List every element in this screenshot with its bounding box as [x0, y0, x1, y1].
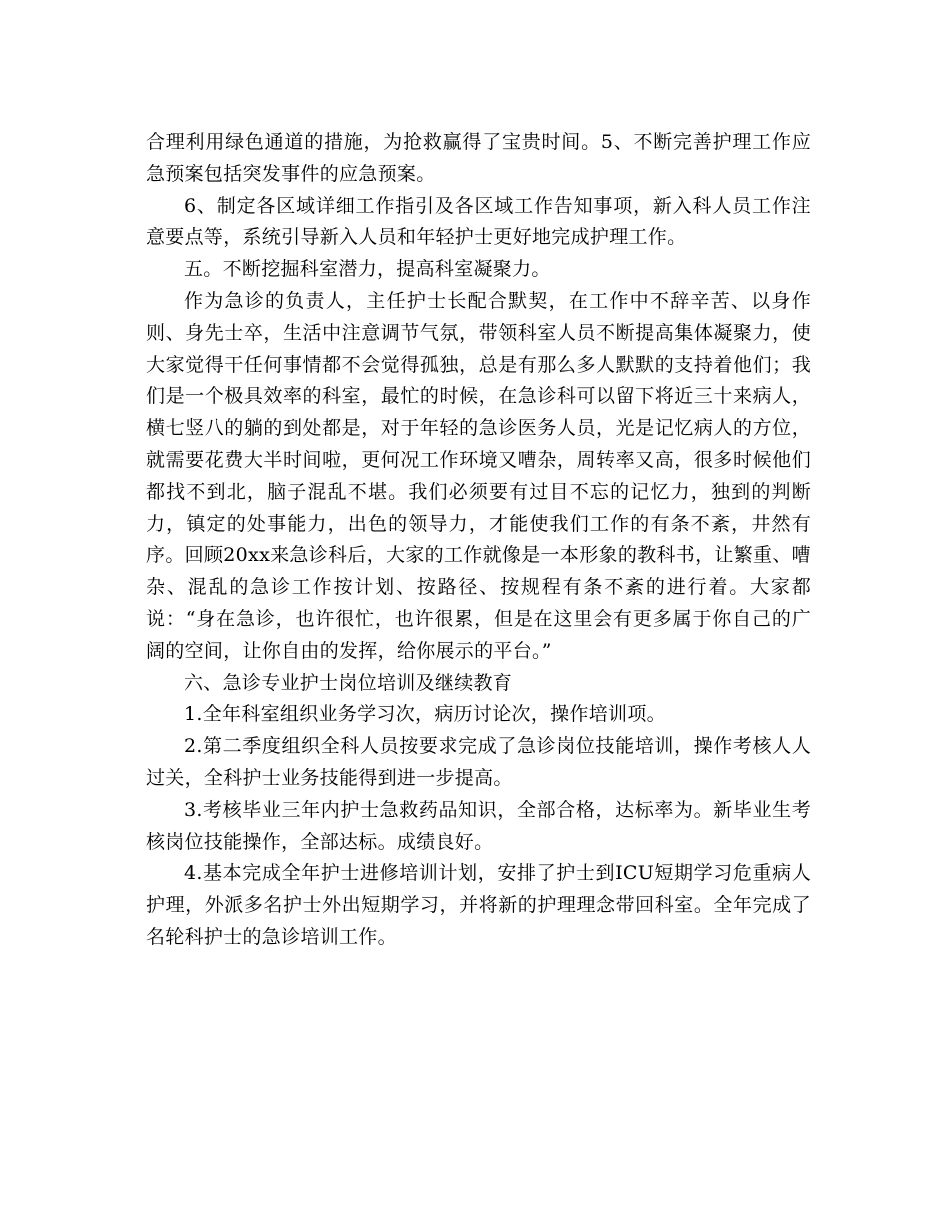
paragraph-2: 6、制定各区域详细工作指引及各区域工作告知事项，新入科人员工作注意要点等，系统引导新入人员和年轻护士更好地完成护理工作。 [146, 194, 811, 249]
list-item-4: 4.基本完成全年护士进修培训计划，安排了护士到ICU短期学习危重病人护理，外派多名护士外出短期学习，并将新的护理理念带回科室。全年完成了名轮科护士的急诊培训工作。 [146, 862, 811, 948]
list-item-3: 3.考核毕业三年内护士急救药品知识，全部合格，达标率为。新毕业生考核岗位技能操作，全部达标。成绩良好。 [146, 798, 811, 853]
paragraph-3: 作为急诊的负责人，主任护士长配合默契，在工作中不辞辛苦、以身作则、身先士卒，生活中注意调节气氛，带领科室人员不断提高集体凝聚力，使大家觉得干任何事情都不会觉得孤独，总是有那么多人默默的支持着他们；我们是一个极具效率的科室，最忙的时候，在急诊科可以留下将近三十来病人，横七竖八的躺的到处都是，对于年轻的急诊医务人员，光是记忆病人的方位，就需要花费大半时间啦，更何况工作环境又嘈杂，周转率又高，很多时候他们都找不到北，脑子混乱不堪。我们必须要有过目不忘的记忆力，独到的判断力，镇定的处事能力，出色的领导力，才能使我们工作的有条不紊，井然有序。回顾20xx来急诊科后，大家的工作就像是一本形象的教科书，让繁重、嘈杂、混乱的急诊工作按计划、按路径、按规程有条不紊的进行着。大家都说：“身在急诊，也许很忙，也许很累，但是在这里会有更多属于你自己的广阔的空间，让你自由的发挥，给你展示的平台。” [146, 289, 811, 662]
section-heading-5: 五。不断挖掘科室潜力，提高科室凝聚力。 [184, 258, 551, 281]
paragraph-1: 合理利用绿色通道的措施，为抢救赢得了宝贵时间。5、不断完善护理工作应急预案包括突发事件的应急预案。 [146, 131, 811, 185]
section-heading-6: 六、急诊专业护士岗位培训及继续教育 [184, 671, 513, 694]
document-body [146, 127, 811, 954]
list-item-2: 2.第二季度组织全科人员按要求完成了急诊岗位技能培训，操作考核人人过关，全科护士业务技能得到进一步提高。 [146, 735, 811, 789]
list-item-1: 1.全年科室组织业务学习次，病历讨论次，操作培训项。 [184, 703, 666, 726]
